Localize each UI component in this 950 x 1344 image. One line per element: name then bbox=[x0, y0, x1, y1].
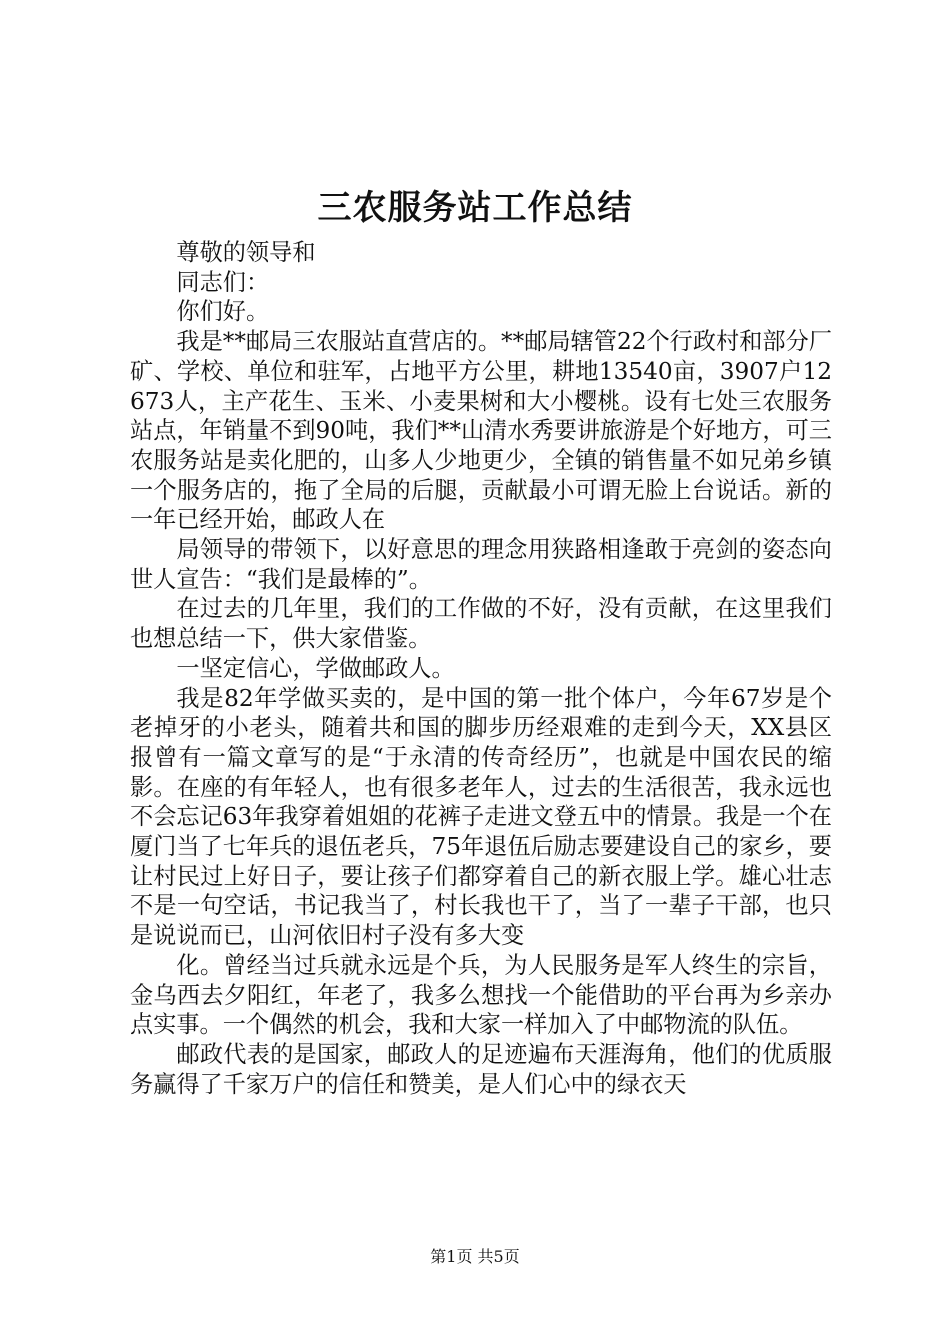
page-number-footer: 第1页 共5页 bbox=[430, 1247, 520, 1266]
section-heading: 一坚定信心，学做邮政人。 bbox=[176, 654, 455, 682]
greeting: 你们好。 bbox=[176, 298, 270, 326]
paragraph: 在过去的几年里，我们的工作做的不好，没有贡献，在这里我们也想总结一下，供大家借鉴。 bbox=[130, 595, 832, 653]
salutation-line-1: 尊敬的领导和 bbox=[176, 239, 316, 266]
paragraph: 我是82年学做买卖的，是中国的第一批个体户，今年67岁是个老掉牙的小老头，随着共和国的脚步历经艰难的走到今天，XX县区报曾有一篇文章写的是“于永清的传奇经历”，也就是中国农民的缩影。在座的有年轻人，也有很多老年人，过去的生活很苦，我永远也不会忘记63年我穿着姐姐的花裤子走进文登五中的情景。我是一个在厦门当了七年兵的退伍老兵，75年退伍后励志要建设自己的家乡，要让村民过上好日子，要让孩子们都穿着自己的新衣服上学。雄心壮志不是一句空话，书记我当了，村长我也干了，当了一辈子干部，也只是说说而已，山河依旧村子没有多大变 bbox=[130, 684, 832, 950]
paragraph: 局领导的带领下，以好意思的理念用狭路相逢敢于亮剑的姿态向世人宣告：“我们是最棒的”。 bbox=[130, 536, 832, 593]
paragraph: 邮政代表的是国家，邮政人的足迹遍布天涯海角，他们的优质服务赢得了千家万户的信任和赞美，是人们心中的绿衣天 bbox=[130, 1040, 832, 1098]
paragraph: 我是**邮局三农服站直营店的。**邮局辖管22个行政村和部分厂矿、学校、单位和驻军，占地平方公里，耕地13540亩，3907户12673人，主产花生、玉米、小麦果树和大小樱桃。设有七处三农服务站点，年销量不到90吨，我们**山清水秀要讲旅游是个好地方，可三农服务站是卖化肥的，山多人少地更少，全镇的销售量不如兄弟乡镇一个服务店的，拖了全局的后腿，贡献最小可谓无脸上台说话。新的一年已经开始，邮政人在 bbox=[130, 328, 832, 534]
document-title: 三农服务站工作总结 bbox=[317, 188, 633, 228]
document-body bbox=[130, 238, 832, 1099]
salutation-line-2: 同志们： bbox=[176, 268, 270, 296]
paragraph: 化。曾经当过兵就永远是个兵，为人民服务是军人终生的宗旨，金乌西去夕阳红，年老了，我多么想找一个能借助的平台再为乡亲办点实事。一个偶然的机会，我和大家一样加入了中邮物流的队伍。 bbox=[130, 951, 832, 1039]
